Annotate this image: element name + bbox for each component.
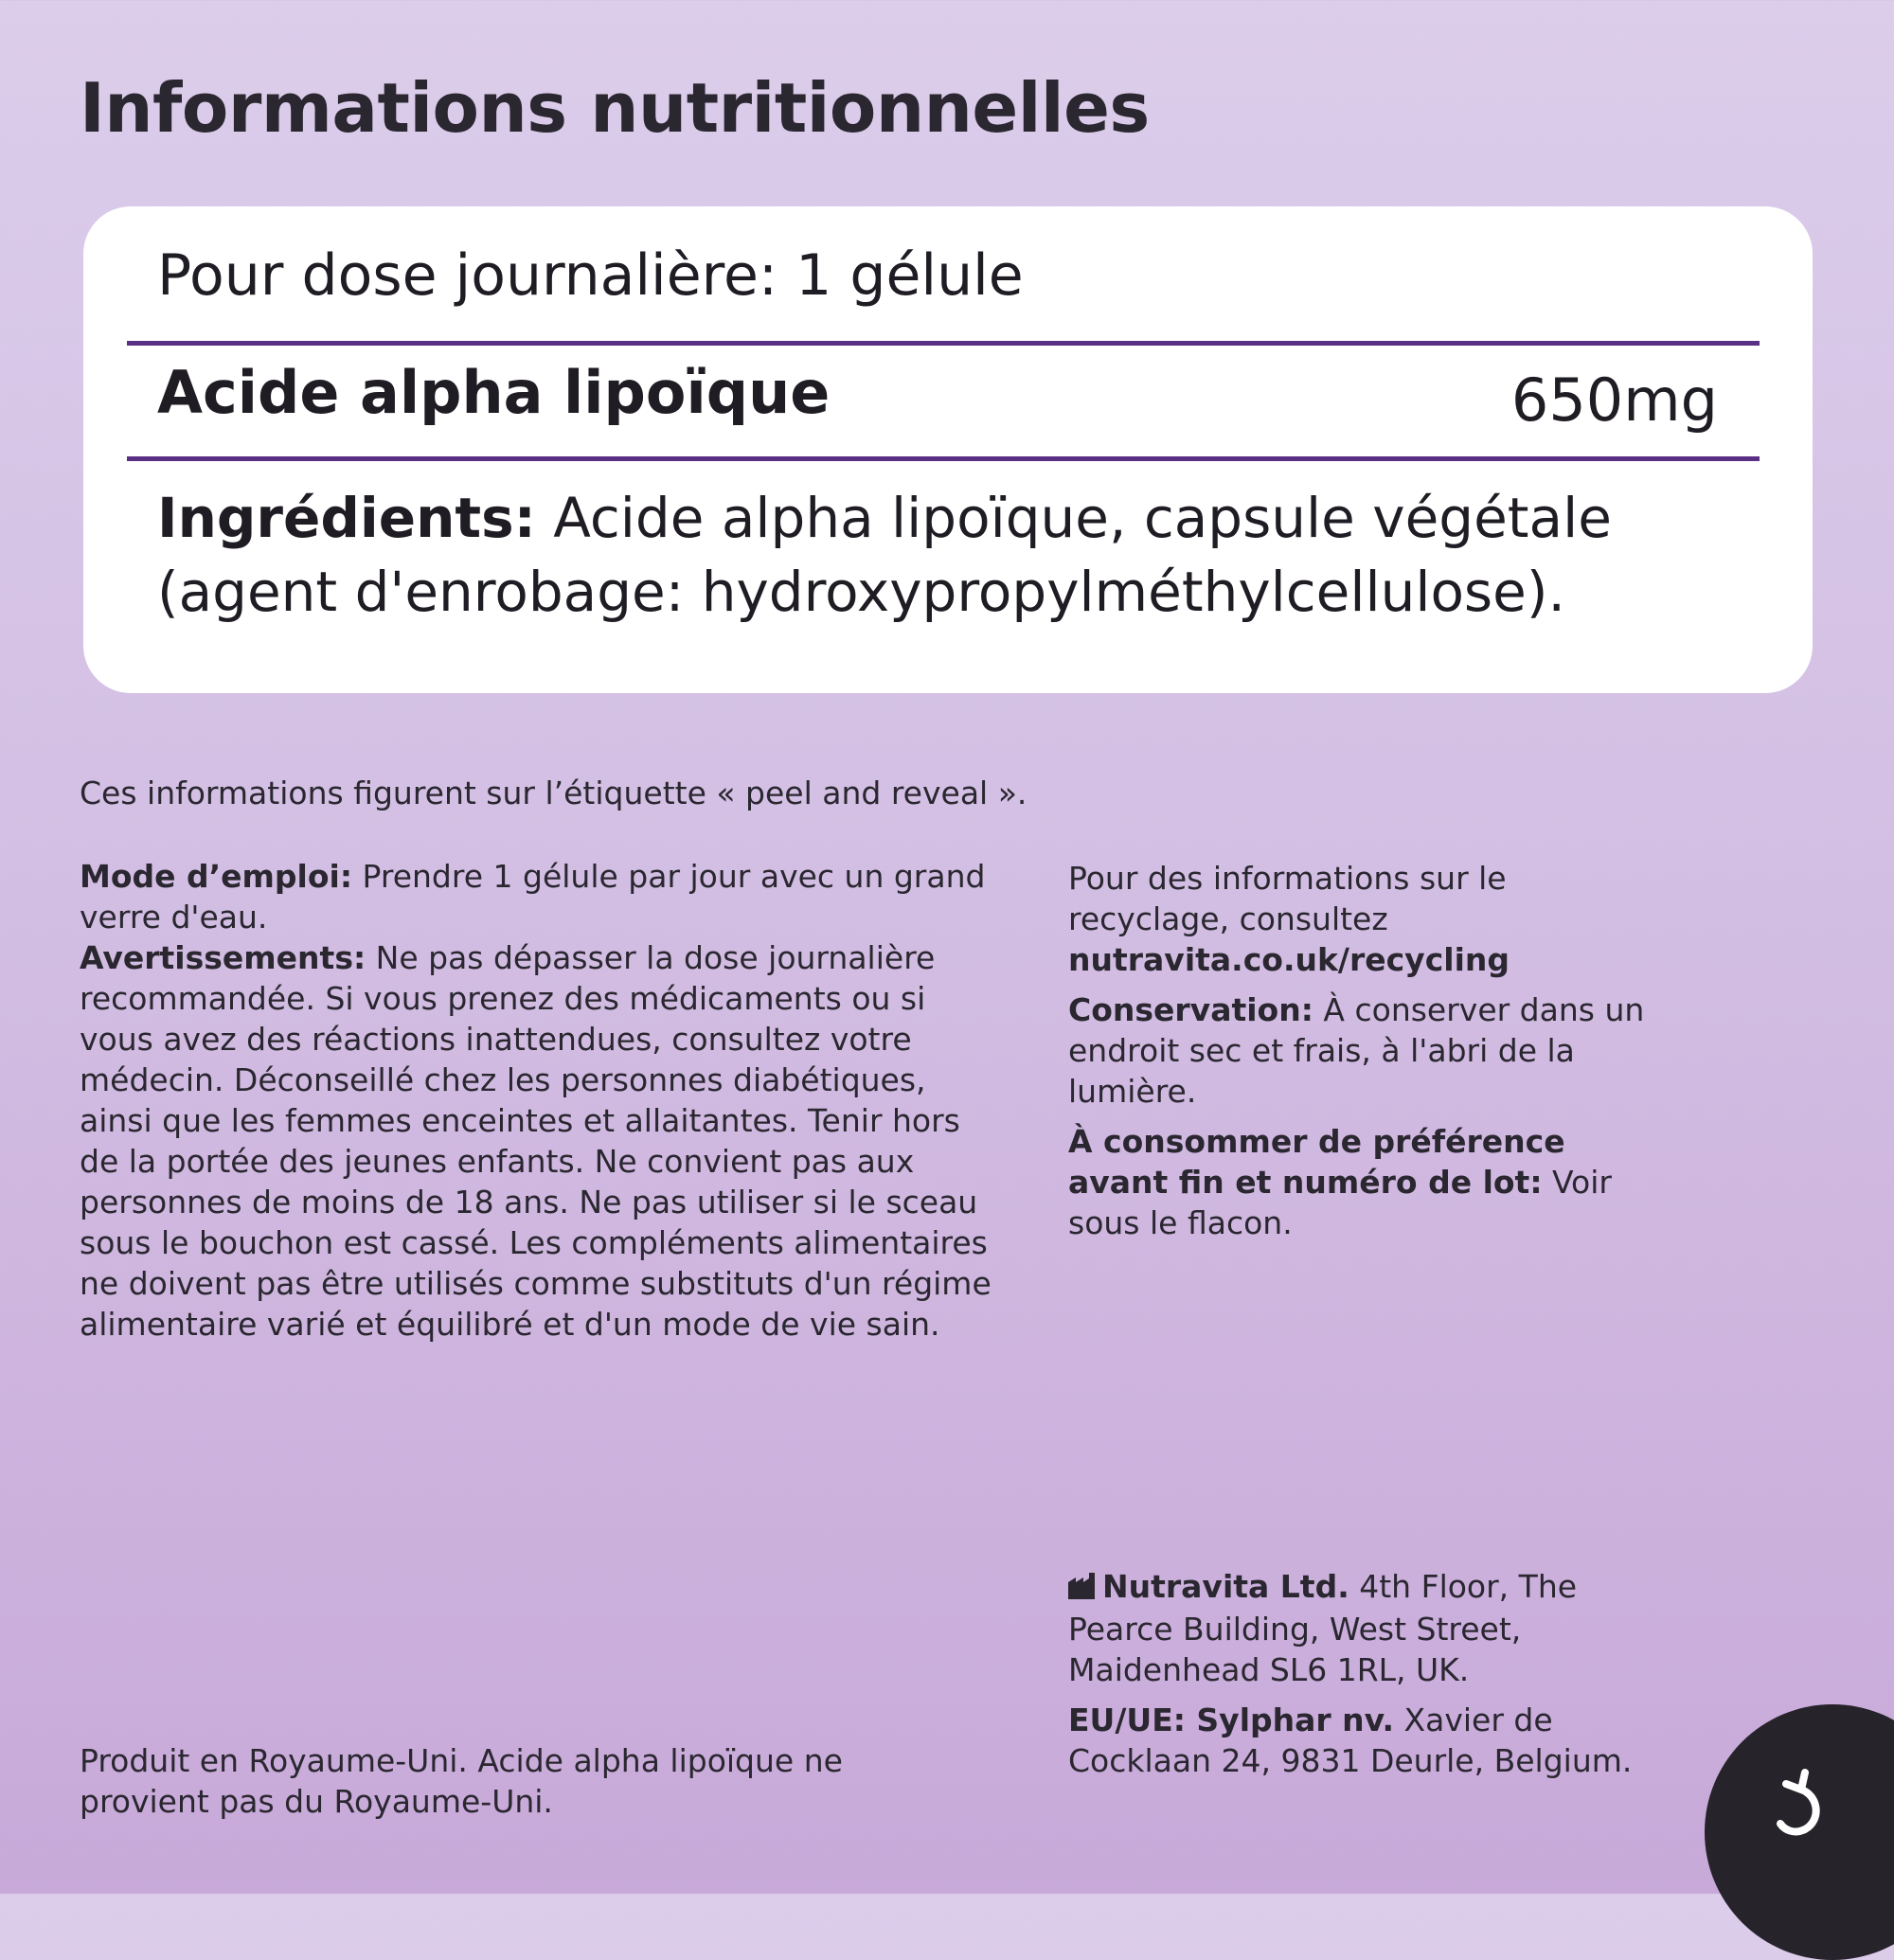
- usage-text: Prendre 1 gélule par jour avec un grand verre d'eau.: [80, 858, 986, 935]
- usage-label: Mode d’emploi:: [80, 858, 353, 895]
- peel-and-reveal-note: Ces informations figurent sur l’étiquette « peel and reveal ».: [80, 775, 1027, 811]
- best-before-section: [1068, 1121, 1655, 1243]
- manufacturer-name: Nutravita Ltd.: [1102, 1568, 1349, 1605]
- nutrition-panel: [83, 206, 1813, 693]
- page-title: Informations nutritionnelles: [80, 68, 1150, 148]
- best-before-text: Voir sous le flacon.: [1068, 1164, 1612, 1241]
- usage-section: [80, 856, 1008, 937]
- storage-section: [1068, 989, 1655, 1112]
- ingredients-text: Acide alpha lipoïque, capsule végétale (agent d'enrobage: hydroxypropylméthylcellulose).: [157, 486, 1612, 624]
- eu-representative: [1068, 1700, 1674, 1781]
- divider: [127, 456, 1760, 461]
- manufacturer-address: [1068, 1566, 1674, 1690]
- manufacturer-address-text: 4th Floor, The Pearce Building, West Street, Maidenhead SL6 1RL, UK.: [1068, 1568, 1578, 1688]
- storage-label: Conservation:: [1068, 991, 1313, 1028]
- storage-text: À conserver dans un endroit sec et frais, à l'abri de la lumière.: [1068, 991, 1645, 1110]
- origin-statement: Produit en Royaume-Uni. Acide alpha lipoïque ne provient pas du Royaume-Uni.: [80, 1742, 843, 1820]
- warnings-label: Avertissements:: [80, 939, 366, 976]
- divider: [127, 341, 1760, 346]
- ingredients: [157, 481, 1767, 629]
- serving-size: Pour dose journalière: 1 gélule: [157, 242, 1024, 309]
- best-before-label: À consommer de préférence avant fin et numéro de lot:: [1068, 1123, 1565, 1201]
- recycling-text: Pour des informations sur le recyclage, consultez: [1068, 860, 1507, 937]
- warnings-text: Ne pas dépasser la dose journalière recommandée. Si vous prenez des médicaments ou si vous avez des réactions inattendues, consultez votre médecin. Déconseillé chez les personnes diabétiques, ainsi que les femmes enceintes et allaitantes. Tenir hors de la portée des jeunes enfants. Ne convient pas aux personnes de moins de 18 ans. Ne pas utiliser si le sceau sous le bouchon est cassé. Les compléments alimentaires ne doivent pas être utilisés comme substituts d'un régime alimentaire varié et équilibré et d'un mode de vie sain.: [80, 939, 992, 1343]
- recycling-link[interactable]: nutravita.co.uk/recycling: [1068, 941, 1510, 978]
- warnings-section: [80, 937, 1008, 1345]
- directions-column: [80, 856, 1008, 1345]
- peel-arrow-icon: [1763, 1761, 1839, 1846]
- eu-representative-address: Xavier de Cocklaan 24, 9831 Deurle, Belgium.: [1068, 1702, 1633, 1779]
- info-column: [1068, 858, 1655, 1253]
- address-block: [1068, 1566, 1674, 1791]
- factory-icon: [1068, 1568, 1097, 1609]
- peel-corner[interactable]: [1705, 1704, 1894, 1960]
- eu-representative-label: EU/UE: Sylphar nv.: [1068, 1702, 1395, 1738]
- ingredients-label: Ingrédients:: [157, 486, 536, 550]
- nutrient-amount: 650mg: [1510, 365, 1718, 435]
- recycling-section: [1068, 858, 1655, 980]
- nutrient-name: Acide alpha lipoïque: [157, 358, 831, 427]
